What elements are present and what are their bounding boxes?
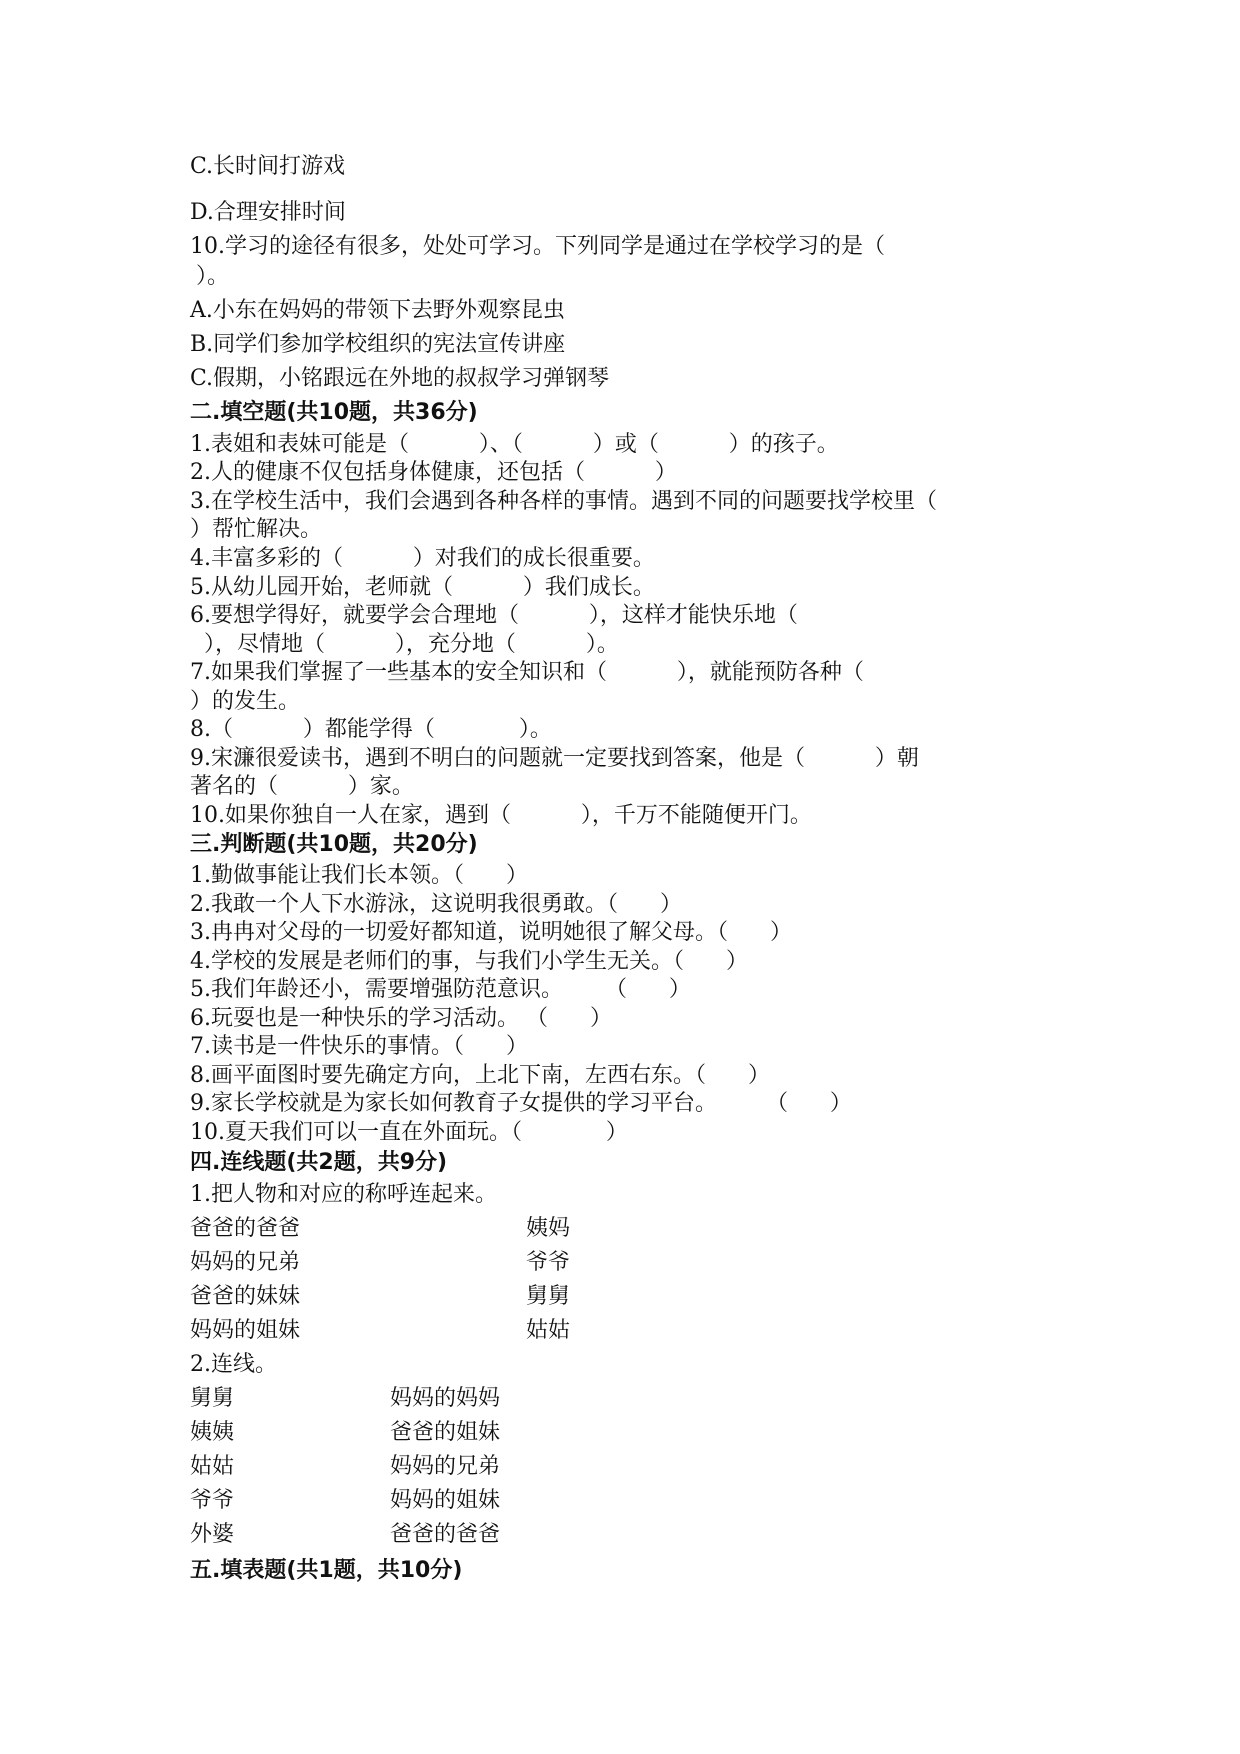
q10-stem-line1: 10.学习的途径有很多，处处可学习。下列同学是通过在学校学习的是（ (190, 234, 885, 259)
s2-line-1: 1.表姐和表妹可能是（ ）、（ ）或（ ）的孩子。 (190, 432, 839, 457)
s4-q2-right-5: 爸爸的爸爸 (390, 1522, 501, 1547)
s3-line-10: 10.夏天我们可以一直在外面玩。（ ） (190, 1120, 628, 1145)
s4-q2-right-2: 爸爸的姐妹 (390, 1420, 501, 1445)
s3-line-4: 4.学校的发展是老师们的事，与我们小学生无关。（ ） (190, 949, 748, 974)
q9-option-c: C.长时间打游戏 (190, 154, 346, 179)
s2-line-13: 著名的（ ）家。 (190, 774, 414, 799)
q10-option-c: C.假期，小铭跟远在外地的叔叔学习弹钢琴 (190, 366, 610, 391)
s4-q1-left-3: 爸爸的妹妹 (190, 1284, 301, 1309)
s2-line-14: 10.如果你独自一人在家，遇到（ ），千万不能随便开门。 (190, 803, 812, 828)
s3-line-3: 3.冉冉对父母的一切爱好都知道，说明她很了解父母。（ ） (190, 920, 792, 945)
s4-q1-left-4: 妈妈的姐妹 (190, 1318, 301, 1343)
s4-q2-left-2: 姨姨 (190, 1420, 235, 1445)
s2-line-8: ），尽情地（ ），充分地（ ）。 (190, 632, 619, 657)
s2-line-9: 7.如果我们掌握了一些基本的安全知识和（ ），就能预防各种（ (190, 660, 864, 685)
s4-q1-right-2: 爷爷 (526, 1250, 571, 1275)
s2-line-4: ）帮忙解决。 (190, 517, 323, 542)
s2-line-6: 5.从幼儿园开始，老师就（ ）我们成长。 (190, 575, 655, 600)
section3-heading: 三.判断题(共10题，共20分) (190, 832, 478, 857)
q10-option-a: A.小东在妈妈的带领下去野外观察昆虫 (190, 298, 565, 323)
s4-q2-left-3: 姑姑 (190, 1454, 235, 1479)
s2-line-3: 3.在学校生活中，我们会遇到各种各样的事情。遇到不同的问题要找学校里（ (190, 489, 937, 514)
q10-option-b: B.同学们参加学校组织的宪法宣传讲座 (190, 332, 566, 357)
s3-line-7: 7.读书是一件快乐的事情。（ ） (190, 1034, 528, 1059)
s2-line-10: ）的发生。 (190, 689, 301, 714)
s2-line-12: 9.宋濂很爱读书，遇到不明白的问题就一定要找到答案，他是（ ）朝 (190, 746, 919, 771)
s3-line-9: 9.家长学校就是为家长如何教育子女提供的学习平台。 （ ） (190, 1091, 852, 1116)
s4-q1-right-3: 舅舅 (526, 1284, 571, 1309)
q10-stem-line2: ）。 (196, 264, 230, 289)
s4-q1-left-1: 爸爸的爸爸 (190, 1216, 301, 1241)
s4-q1-left-2: 妈妈的兄弟 (190, 1250, 301, 1275)
s4-q1-right-4: 姑姑 (526, 1318, 571, 1343)
s3-line-6: 6.玩耍也是一种快乐的学习活动。 （ ） (190, 1006, 612, 1031)
section4-heading: 四.连线题(共2题，共9分) (190, 1150, 448, 1175)
s4-q1-right-1: 姨妈 (526, 1216, 571, 1241)
s4-q2-left-4: 爷爷 (190, 1488, 235, 1513)
s2-line-5: 4.丰富多彩的（ ）对我们的成长很重要。 (190, 546, 655, 571)
s4-q2-right-1: 妈妈的妈妈 (390, 1386, 501, 1411)
s3-line-8: 8.画平面图时要先确定方向，上北下南，左西右东。（ ） (190, 1063, 770, 1088)
section2-heading: 二.填空题(共10题，共36分) (190, 400, 478, 425)
s4-q2-stem: 2.连线。 (190, 1352, 277, 1377)
s3-line-2: 2.我敢一个人下水游泳，这说明我很勇敢。（ ） (190, 892, 682, 917)
s2-line-7: 6.要想学得好，就要学会合理地（ ），这样才能快乐地（ (190, 603, 798, 628)
s3-line-5: 5.我们年龄还小，需要增强防范意识。 （ ） (190, 977, 691, 1002)
s3-line-1: 1.勤做事能让我们长本领。（ ） (190, 863, 528, 888)
s4-q1-stem: 1.把人物和对应的称呼连起来。 (190, 1182, 497, 1207)
s4-q2-right-3: 妈妈的兄弟 (390, 1454, 501, 1479)
section5-heading: 五.填表题(共1题，共10分) (190, 1558, 463, 1583)
s2-line-2: 2.人的健康不仅包括身体健康，还包括（ ） (190, 460, 677, 485)
s4-q2-left-5: 外婆 (190, 1522, 235, 1547)
q9-option-d: D.合理安排时间 (190, 200, 346, 225)
s2-line-11: 8.（ ）都能学得（ ）。 (190, 717, 552, 742)
s4-q2-right-4: 妈妈的姐妹 (390, 1488, 501, 1513)
s4-q2-left-1: 舅舅 (190, 1386, 235, 1411)
